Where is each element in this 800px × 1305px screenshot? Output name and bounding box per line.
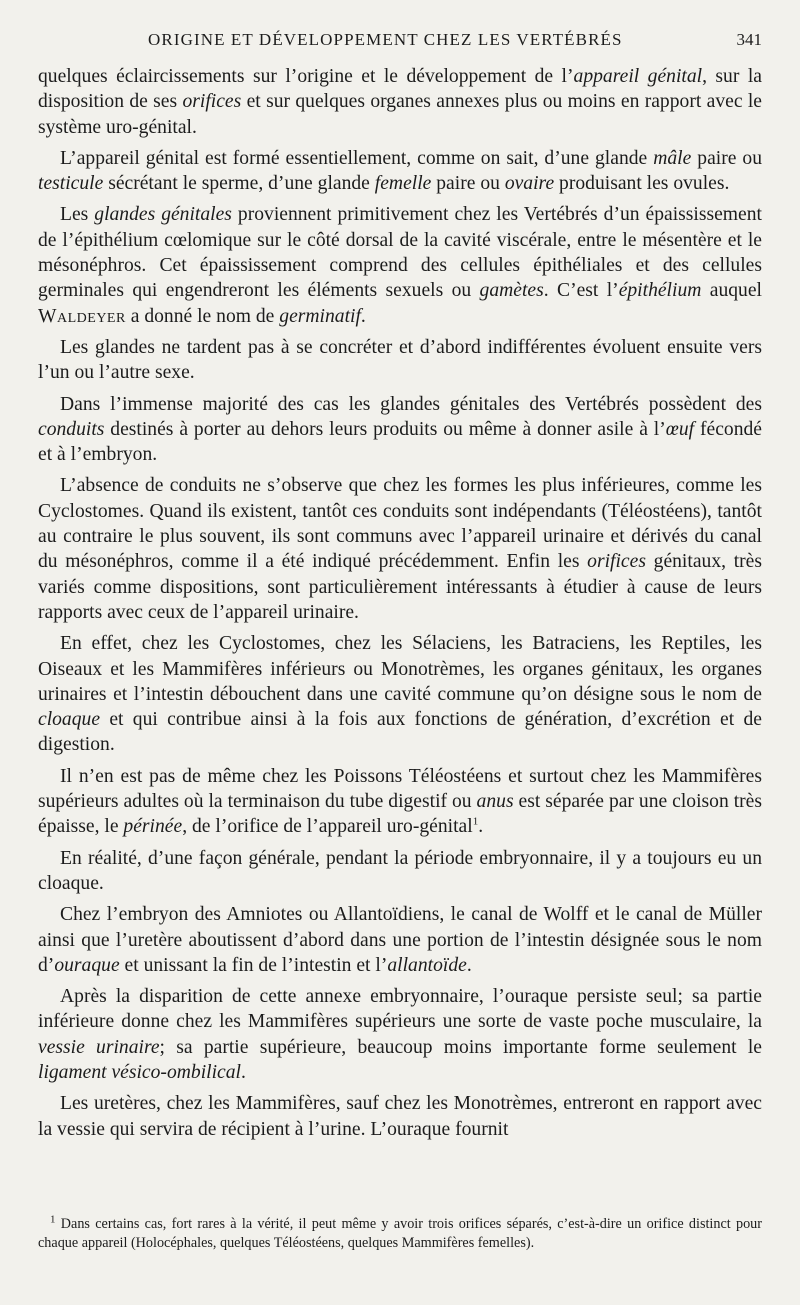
- text-run: produisant les ovules.: [554, 173, 730, 195]
- italic-term: anus: [476, 791, 514, 813]
- text-run: est séparée par une cloison très épaisse, le: [38, 791, 762, 838]
- text-run: Les uretères, chez les Mammifères, sauf chez les Monotrèmes, entreront en rapport avec la vessie qui servira de récipient à l’urine. L’ouraque fournit: [38, 1093, 762, 1140]
- text-run: génitaux, très variés comme dispositions, sont particulièrement intéressants à étudier à cause de leurs rapports avec ceux de l’appareil urinaire.: [38, 551, 762, 623]
- paragraph: [38, 146, 762, 197]
- paragraph: [38, 846, 762, 897]
- text-run: paire ou: [691, 147, 762, 169]
- author-name: Waldeyer: [38, 305, 126, 327]
- italic-term: allantoïde: [387, 954, 467, 976]
- footnote-text: Dans certains cas, fort rares à la vérité, il peut même y avoir trois orifices séparés, c’est-à-dire un orifice distinct pour chaque appareil (Holocéphales, quelques Téléostéens, quelques Mammifères femelles).: [38, 1216, 762, 1251]
- text-run: Les glandes ne tardent pas à se concréter et d’abord indifférentes évoluent ensuite vers l’un ou l’autre sexe.: [38, 336, 762, 384]
- paragraph: [38, 1091, 762, 1142]
- text-run: Il n’en est pas de même chez les Poissons Téléostéens et surtout chez les Mammifères supérieurs adultes où la terminaison du tube digestif ou: [38, 765, 762, 813]
- text-run: paire ou: [431, 173, 505, 195]
- text-run: , sur la disposition de ses: [38, 66, 762, 113]
- text-run: et qui contribue ainsi à la fois aux fonctions de génération, d’excrétion et de digestion.: [38, 709, 762, 756]
- text-run: .: [478, 816, 484, 838]
- text-run: fécondé et à l’embryon.: [38, 418, 762, 466]
- text-run: , de l’orifice de l’appareil uro-génital: [182, 816, 473, 838]
- italic-term: testicule: [38, 173, 104, 195]
- footnote-reference: 1: [472, 815, 479, 828]
- running-title: ORIGINE ET DÉVELOPPEMENT CHEZ LES VERTÉBRÉS: [148, 30, 623, 49]
- running-head: [38, 26, 762, 56]
- text-run: .: [360, 305, 366, 327]
- paragraph: [38, 392, 762, 468]
- italic-term: glandes génitales: [94, 204, 232, 226]
- italic-term: épithélium: [618, 280, 702, 302]
- text-run: En effet, chez les Cyclostomes, chez les Sélaciens, les Batraciens, les Reptiles, les Oiseaux et les Mammifères inférieurs ou Monotrèmes, les organes génitaux, les organes urinaires et l’intestin débouchent dans une cavité commune qu’on désigne sous le nom de: [38, 633, 762, 705]
- italic-term: périnée: [123, 816, 183, 838]
- footnote: [38, 1215, 762, 1253]
- body-text: [38, 64, 762, 1142]
- text-run: Dans l’immense majorité des cas les glandes génitales des Vertébrés possèdent des: [60, 393, 762, 415]
- paragraph: [38, 631, 762, 757]
- italic-term: gamètes: [479, 280, 544, 302]
- text-run: a donné le nom de: [125, 305, 280, 327]
- text-run: et sur quelques organes annexes plus ou moins en rapport avec le système uro-génital.: [38, 91, 762, 138]
- text-run: . C’est l’: [543, 280, 619, 302]
- italic-term: femelle: [374, 173, 432, 195]
- text-run: Chez l’embryon des Amniotes ou Allantoïdiens, le canal de Wolff et le canal de Müller ainsi que l’uretère aboutissent d’abord dans une portion de l’intestin désignée sous le nom d’: [38, 904, 762, 976]
- italic-term: orifices: [587, 551, 646, 573]
- italic-term: appareil génital: [573, 66, 703, 87]
- italic-term: conduits: [38, 418, 105, 440]
- italic-term: ovaire: [504, 173, 555, 195]
- text-run: L’absence de conduits ne s’observe que chez les formes les plus inférieures, comme les Cyclostomes. Quand ils existent, tantôt ces conduits sont indépendants (Téléostéens), tantôt au contraire le plus souvent, ils sont communs avec l’appareil urinaire et dérivés du canal du mésonéphros, comme il a été indiqué précédemment. Enfin les: [38, 475, 762, 573]
- italic-term: ligament vésico-ombilical: [38, 1061, 241, 1083]
- italic-term: œuf: [665, 418, 695, 440]
- paragraph: [38, 335, 762, 386]
- paragraph: [38, 473, 762, 625]
- text-run: quelques éclaircissements sur l’origine et le développement de l’: [38, 66, 574, 87]
- text-run: destinés à porter au dehors leurs produits ou même à donner asile à l’: [104, 418, 666, 440]
- italic-term: mâle: [653, 147, 692, 169]
- italic-term: cloaque: [38, 709, 101, 731]
- text-run: .: [466, 954, 472, 976]
- footnote-marker: 1: [50, 1213, 56, 1226]
- text-run: Les: [60, 204, 95, 226]
- text-run: ; sa partie supérieure, beaucoup moins importante forme seulement le: [159, 1036, 762, 1058]
- page-number: 341: [736, 30, 762, 49]
- footnote-paragraph: [38, 1215, 762, 1253]
- text-run: Après la disparition de cette annexe embryonnaire, l’ouraque persiste seul; sa partie inférieure donne chez les Mammifères supérieurs une sorte de vaste poche musculaire, la: [38, 986, 762, 1033]
- paragraph: [38, 64, 762, 140]
- italic-term: ouraque: [54, 954, 120, 976]
- text-run: et unissant la fin de l’intestin et l’: [119, 954, 388, 976]
- paragraph: [38, 202, 762, 328]
- text-run: sécrétant le sperme, d’une glande: [103, 173, 375, 195]
- italic-term: vessie urinaire: [38, 1036, 160, 1058]
- text-run: .: [240, 1061, 246, 1083]
- paragraph: [38, 984, 762, 1085]
- paragraph: [38, 764, 762, 840]
- paragraph: [38, 902, 762, 978]
- text-run: auquel: [701, 280, 762, 302]
- italic-term: germinatif: [279, 305, 361, 327]
- text-run: L’appareil génital est formé essentiellement, comme on sait, d’une glande: [60, 147, 654, 169]
- text-run: proviennent primitivement chez les Vertébrés d’un épaississement de l’épithélium cœlomique sur le côté dorsal de la cavité viscérale, entre le mésentère et le mésonéphros. Cet épaississement comprend des cellules épithéliales et des cellules germinales qui engendreront les éléments sexuels ou: [38, 204, 762, 302]
- italic-term: orifices: [182, 91, 242, 113]
- text-run: En réalité, d’une façon générale, pendant la période embryonnaire, il y a toujours eu un cloaque.: [38, 847, 762, 894]
